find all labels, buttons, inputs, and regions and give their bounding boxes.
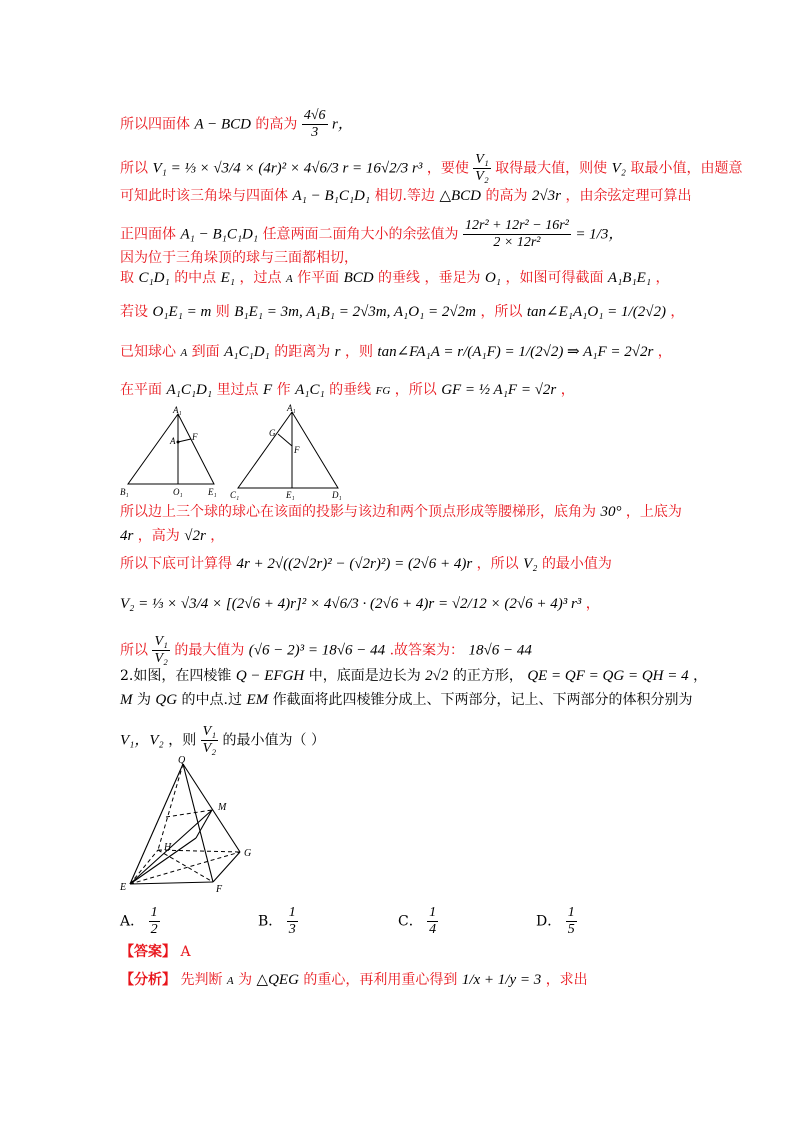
math-expr: r，	[332, 116, 353, 133]
answer-line	[120, 942, 191, 962]
math-expr: M	[120, 692, 133, 708]
denominator: V₂	[202, 741, 217, 756]
edge-qh-hidden	[158, 764, 183, 850]
label-e: E	[120, 882, 127, 893]
math-expr: V₂	[523, 556, 538, 572]
text: ，求出	[545, 972, 588, 988]
triangle-outline	[128, 414, 214, 484]
text: 的重心，再利用重心得到	[303, 972, 458, 988]
text: .故答案为：	[389, 642, 465, 659]
figure-face-a1c1d1	[226, 404, 350, 500]
math-expr: 4r	[120, 528, 134, 544]
numerator: V₁	[202, 724, 217, 739]
math-expr: F	[263, 382, 273, 398]
denominator: 2	[150, 922, 158, 937]
answer-value: 18√6 − 44	[468, 642, 532, 659]
text: 在平面	[120, 382, 162, 398]
label-f: F	[192, 432, 198, 442]
line-8	[120, 342, 672, 363]
text: ，则	[168, 732, 197, 749]
line-1	[120, 108, 353, 141]
math-expr: 30°	[600, 504, 622, 520]
line-4	[120, 218, 623, 251]
text: 里过点	[216, 382, 259, 398]
label-a1: A₁	[173, 405, 182, 415]
math-expr: A₁B₁E₁	[607, 270, 652, 286]
math-expr: tan∠FA₁A = r/(A₁F) = 1/(2√2) ⇒ A₁F = 2√2r	[377, 344, 654, 360]
diag-hf-hidden	[158, 850, 213, 882]
math-expr: V₂ = ⅓ × √3/4 × [(2√6 + 4)r]² × 4√6/3 · (2√6 + 4)r = √2/12 × (2√6 + 4)³ r³	[120, 596, 582, 612]
numerator: V₁	[154, 634, 168, 649]
fraction	[152, 634, 169, 667]
label-e1: E₁	[286, 490, 295, 500]
line-12	[120, 554, 612, 574]
label-a1: A₁	[287, 404, 296, 413]
text: ，则	[344, 344, 373, 360]
math-expr: A₁C₁D₁	[224, 344, 270, 360]
line-10	[120, 502, 682, 522]
text: 所以	[120, 642, 148, 659]
edge-qg	[183, 764, 240, 852]
math-expr: A	[226, 975, 234, 987]
line-9	[120, 380, 575, 401]
text: 的中点	[174, 270, 217, 286]
math-expr: A₁ − B₁C₁D₁	[292, 188, 371, 204]
option-label: B．	[258, 913, 283, 930]
text: ，	[210, 528, 225, 544]
text: 所以下底可计算得	[120, 556, 232, 572]
label-g: G	[244, 848, 252, 859]
perpendicular-fg	[278, 434, 292, 446]
math-expr: QE = QF = QG = QH = 4	[527, 668, 689, 684]
edge-fg	[213, 852, 240, 882]
text: ，如图可得截面	[505, 270, 604, 286]
label-a: A	[170, 436, 176, 446]
fraction	[287, 905, 298, 938]
text: 2.如图，在四棱锥	[120, 668, 232, 684]
math-expr: FG	[375, 385, 391, 397]
line-6	[120, 268, 670, 289]
text: ，由余弦定理可算出	[565, 188, 692, 204]
numerator: 1	[288, 905, 296, 920]
text: ，所以	[476, 556, 519, 572]
label-m: M	[218, 802, 227, 813]
denominator: 2 × 12r²	[493, 235, 541, 250]
math-expr: 2√2	[425, 668, 449, 684]
text: 所以边上三个球的球心在该面的投影与该边和两个顶点形成等腰梯形，底角为	[120, 504, 596, 520]
label-f: F	[216, 884, 223, 895]
numerator: 1	[567, 905, 575, 920]
perpendicular-line	[178, 439, 191, 442]
numerator: 4√6	[303, 108, 326, 123]
fraction	[566, 905, 577, 938]
text: 的垂线	[329, 382, 372, 398]
fraction	[473, 152, 490, 185]
denominator: 3	[288, 922, 296, 937]
line-2	[120, 152, 742, 185]
text: 的正方形，	[452, 668, 523, 684]
option-label: A．	[120, 913, 145, 930]
q2-line-1	[120, 666, 707, 686]
denominator: V₂	[154, 651, 168, 666]
text: 取得最大值，则使	[495, 160, 608, 177]
text: ，	[585, 596, 600, 612]
text: 取	[120, 270, 134, 286]
label-d1: D₁	[332, 490, 342, 500]
text: 的距离为	[274, 344, 331, 360]
label-f: F	[294, 445, 300, 455]
figure-pyramid-q-efgh	[118, 752, 268, 898]
math-expr: V₁，V₂	[120, 732, 164, 749]
text: 作平面	[297, 270, 340, 286]
numerator: V₁	[475, 152, 489, 167]
text: 的高为	[255, 116, 298, 133]
text: 取最小值，由题意	[630, 160, 743, 177]
math-expr: A₁C₁D₁	[166, 382, 213, 398]
answer-heading: 【答案】	[120, 944, 176, 960]
math-expr: r	[334, 344, 341, 360]
fraction	[427, 905, 438, 938]
math-expr: V₂	[611, 160, 627, 177]
fraction	[149, 905, 160, 938]
text: 相切.等边	[374, 188, 436, 204]
text: ，	[655, 270, 670, 286]
option-b[interactable]	[258, 905, 298, 938]
text: 先判断	[180, 972, 223, 988]
math-expr: GF = ½ A₁F = √2r	[441, 382, 557, 398]
math-expr: V₁ = ⅓ × √3/4 × (4r)² × 4√6/3 r = 16√2/3 r³	[152, 160, 423, 177]
text: ，要使	[426, 160, 469, 177]
text: 所以四面体	[120, 116, 190, 133]
math-expr: B₁E₁ = 3m, A₁B₁ = 2√3m, A₁O₁ = 2√2m	[234, 304, 476, 320]
line-7	[120, 302, 684, 322]
math-expr: QG	[155, 692, 178, 708]
text: ，	[657, 344, 672, 360]
math-expr: (√6 − 2)³ = 18√6 − 44	[248, 642, 386, 659]
answer-value: A	[180, 944, 191, 960]
math-expr: E₁	[220, 270, 236, 286]
line-14	[120, 634, 532, 667]
analysis-heading: 【分析】	[120, 972, 176, 988]
label-b1: B₁	[120, 487, 129, 497]
text: 正四面体	[120, 226, 176, 243]
fraction	[302, 108, 328, 141]
text: ，高为	[137, 528, 180, 544]
math-expr: A	[285, 273, 293, 285]
figure-cross-section-a1b1e1	[116, 404, 226, 500]
math-expr: A₁ − B₁C₁D₁	[180, 226, 259, 243]
option-label: D．	[536, 913, 562, 930]
edge-ef	[130, 882, 213, 884]
math-expr: O₁E₁ = m	[152, 304, 212, 320]
math-expr: A₁C₁	[295, 382, 325, 398]
denominator: V₂	[475, 169, 489, 184]
text: 中，底面是边长为	[308, 668, 421, 684]
denominator: 3	[311, 125, 319, 140]
text: 的中点.过	[181, 692, 242, 708]
text: 的高为	[485, 188, 528, 204]
text: 的最小值为（ ）	[222, 732, 325, 749]
point-a	[177, 441, 180, 444]
label-q: Q	[178, 755, 186, 766]
math-expr: O₁	[484, 270, 501, 286]
math-expr: A − BCD	[194, 116, 251, 133]
text: 任意两面二面角大小的余弦值为	[262, 226, 459, 243]
numerator: 1	[429, 905, 437, 920]
option-c[interactable]	[398, 905, 438, 938]
math-expr: = 1/3，	[575, 226, 624, 243]
fraction	[463, 218, 571, 251]
text: ，上底为	[625, 504, 682, 520]
text: 作截面将此四棱锥分成上、下两部分，记上、下两部分的体积分别为	[272, 692, 693, 708]
numerator: 1	[150, 905, 158, 920]
label-c1: C₁	[230, 490, 240, 500]
text: ，	[560, 382, 575, 398]
text: ，	[693, 668, 708, 684]
math-expr: 1/x + 1/y = 3	[461, 972, 542, 988]
math-expr: √2r	[184, 528, 206, 544]
q2-line-2	[120, 690, 693, 710]
text: ，所以	[394, 382, 437, 398]
text: ，	[670, 304, 685, 320]
text: 的垂线 ，垂足为	[378, 270, 481, 286]
label-g: G	[269, 428, 276, 438]
denominator: 4	[429, 922, 437, 937]
math-expr: C₁D₁	[138, 270, 170, 286]
denominator: 5	[567, 922, 575, 937]
line-5	[120, 248, 358, 268]
line-3	[120, 186, 691, 206]
math-expr: BCD	[343, 270, 374, 286]
text: 为	[238, 972, 253, 988]
math-expr: 4r + 2√((2√2r)² − (√2r)²) = (2√6 + 4)r	[236, 556, 473, 572]
math-expr: EM	[246, 692, 269, 708]
math-expr: A	[180, 347, 188, 359]
label-o1: O₁	[173, 487, 183, 497]
text: 的最大值为	[174, 642, 245, 659]
text: 到面	[191, 344, 220, 360]
text: 作	[276, 382, 291, 398]
text: 的最小值为	[541, 556, 612, 572]
math-expr: △QEG	[256, 972, 299, 988]
option-label: C．	[398, 913, 423, 930]
math-expr: △BCD	[439, 188, 482, 204]
option-a[interactable]	[120, 905, 160, 938]
text: 为	[136, 692, 151, 708]
text: 所以	[120, 160, 148, 177]
analysis-line	[120, 970, 588, 991]
triangle-outline	[238, 412, 338, 488]
math-expr: 2√3r	[531, 188, 561, 204]
text: 已知球心	[120, 344, 176, 360]
line-11	[120, 526, 224, 546]
text: ，过点	[239, 270, 282, 286]
line-13	[120, 594, 600, 614]
option-d[interactable]	[536, 905, 577, 938]
text: 可知此时该三角垛与四面体	[120, 188, 288, 204]
label-h: H	[164, 842, 172, 853]
numerator: 12r² + 12r² − 16r²	[465, 218, 569, 233]
math-expr: Q − EFGH	[235, 668, 305, 684]
diag-eg-hidden	[130, 852, 240, 884]
text: 因为位于三角垛顶的球与三面都相切，	[120, 250, 358, 266]
label-e1: E₁	[208, 487, 217, 497]
math-expr: tan∠E₁A₁O₁ = 1/(2√2)	[526, 304, 666, 320]
text: ，所以	[480, 304, 523, 320]
text: 若设	[120, 304, 148, 320]
text: 则	[215, 304, 230, 320]
